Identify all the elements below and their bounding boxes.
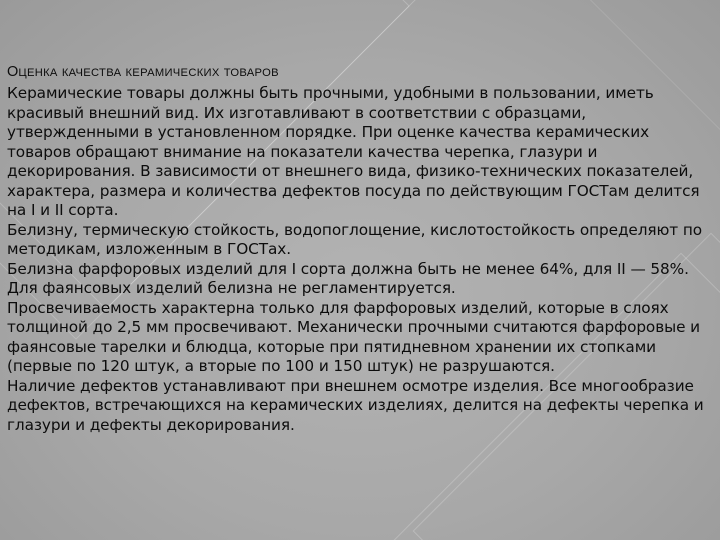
paragraph-quality-overview: Керамические товары должны быть прочными, удобными в пользовании, иметь красивый внешний вид. Их изготавливают в соответствии с образцами, утвержденными в установленном порядке. При оценке качества керамических товаров обращают внимание на показатели качества черепка, глазури и декорирования. В зависимости от внешнего вида, физико-технических показателей, характера, размера и количества дефектов посуда по действующим ГОСТам делится на I и II сорта.: [7, 84, 700, 219]
title-initial: О: [7, 64, 19, 80]
title-word: ЦЕНКА: [18, 67, 58, 79]
paragraph-test-methods: Белизну, термическую стойкость, водопоглощение, кислотостойкость определяют по методикам, изложенным в ГОСТах.: [7, 220, 703, 258]
title-word: КАЧЕСТВА: [61, 67, 122, 79]
paragraph-whiteness: Белизна фарфоровых изделий для I сорта должна быть не менее 64%, для II — 58%. Для фаянсовых изделий белизна не регламентируется.: [7, 259, 689, 297]
title-word: ТОВАРОВ: [223, 67, 279, 79]
paragraph-defects: Наличие дефектов устанавливают при внешнем осмотре изделия. Все многообразие дефектов, встречающихся на керамических изделиях, делится на дефекты черепка и глазури и дефекты декорирования.: [7, 376, 704, 434]
paragraph-translucency-strength: Просвечиваемость характерна только для фарфоровых изделий, которые в слоях толщиной до 2,5 мм просвечивают. Механически прочными считаются фарфоровые и фаянсовые тарелки и блюдца, которые при пятидневном хранении их стопками (первые по 120 штук, а вторые по 100 и 150 штук) не разрушаются.: [7, 298, 701, 375]
title-word: КЕРАМИЧЕСКИХ: [125, 67, 220, 79]
slide-title: [7, 62, 712, 84]
slide-body: [7, 62, 712, 435]
